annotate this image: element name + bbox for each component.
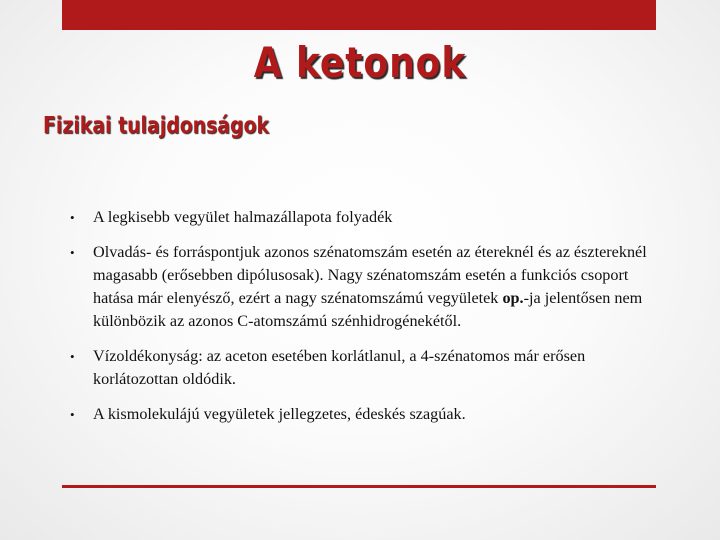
slide-title: A ketonok [253,38,467,87]
bullet-text: A kismolekulájú vegyületek jellegzetes, édeskés szagúak. [93,405,466,423]
bullet-bold-text: op. [502,289,524,307]
bullet-text-continued: -ja jelentősen nem különbözik az azonos C-atomszámú szénhidrogénekétől. [93,289,643,330]
bullet-item [70,241,670,333]
bullet-icon: • [70,210,75,225]
bullet-icon: • [70,245,75,260]
top-accent-bar [62,0,656,30]
slide-subtitle: Fizikai tulajdonságok [43,113,270,139]
bullet-icon: • [70,349,75,364]
bottom-divider-line [62,485,656,488]
bullet-text: Olvadás- és forráspontjuk azonos szénatomszám esetén az étereknél és az észtereknél magasabb (erősebben dipólusosak). Nagy szénatomszám esetén a funkciós csoport hatása már elenyésző, ezért a nagy szénatomszámú vegyületek [93,243,647,307]
bullet-item [70,206,670,229]
bullet-text: A legkisebb vegyület halmazállapota folyadék [93,208,393,226]
bullet-list [70,206,670,438]
bullet-text: Vízoldékonyság: az aceton esetében korlátlanul, a 4-szénatomos már erősen korlátozottan oldódik. [93,347,586,388]
bullet-item [70,345,670,391]
bullet-icon: • [70,407,75,422]
bullet-item [70,403,670,426]
